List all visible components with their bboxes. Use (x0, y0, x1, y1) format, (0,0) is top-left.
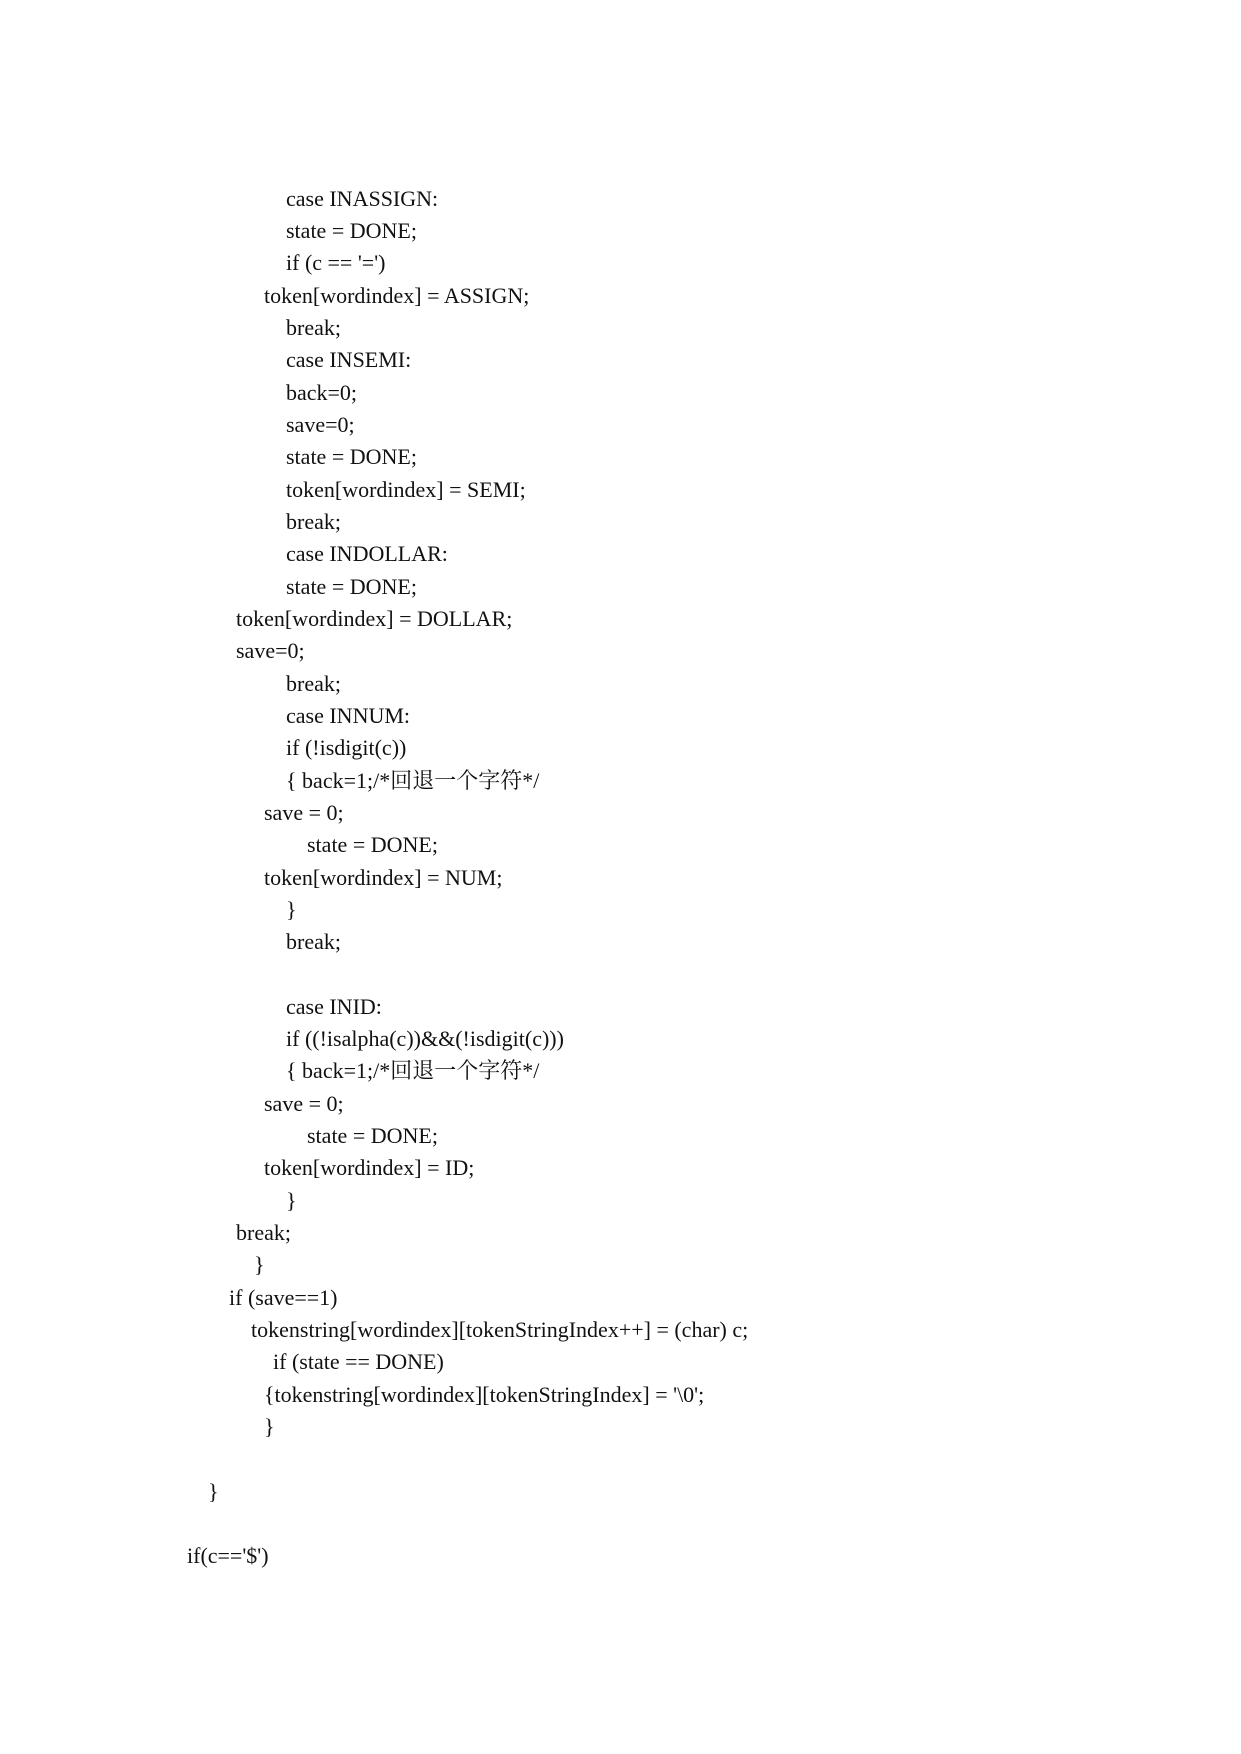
code-line: token[wordindex] = NUM; (264, 865, 503, 890)
code-line: break; (286, 509, 341, 534)
code-line: if (c == '=') (286, 250, 386, 275)
code-line: save=0; (236, 638, 305, 663)
code-line: state = DONE; (307, 1123, 438, 1148)
code-line: token[wordindex] = DOLLAR; (236, 606, 513, 631)
code-line: state = DONE; (286, 218, 417, 243)
code-line: if (state == DONE) (273, 1349, 444, 1374)
code-line: { back=1;/*回退一个字符*/ (286, 768, 540, 793)
code-line: case INASSIGN: (286, 186, 439, 211)
code-line: back=0; (286, 380, 358, 405)
code-line: tokenstring[wordindex][tokenStringIndex++] = (char) c; (251, 1317, 749, 1342)
code-line: break; (286, 671, 341, 696)
code-line: if(c=='$') (187, 1543, 269, 1568)
code-line: if (save==1) (229, 1285, 338, 1310)
code-line: state = DONE; (307, 832, 438, 857)
code-line: break; (236, 1220, 291, 1245)
code-line: case INNUM: (286, 703, 411, 728)
code-line: } (264, 1414, 275, 1439)
code-line: break; (286, 315, 341, 340)
code-line: state = DONE; (286, 574, 417, 599)
code-line: if ((!isalpha(c))&&(!isdigit(c))) (286, 1026, 564, 1051)
code-line: case INDOLLAR: (286, 541, 448, 566)
code-line: save=0; (286, 412, 355, 437)
code-line: } (208, 1479, 219, 1504)
code-line: save = 0; (264, 800, 344, 825)
code-line: case INID: (286, 994, 382, 1019)
code-line: if (!isdigit(c)) (286, 735, 407, 760)
code-line: } (286, 897, 297, 922)
code-line: save = 0; (264, 1091, 344, 1116)
code-line: {tokenstring[wordindex][tokenStringIndex] = '\0'; (264, 1382, 705, 1407)
code-line: { back=1;/*回退一个字符*/ (286, 1058, 540, 1083)
code-line: token[wordindex] = ID; (264, 1155, 475, 1180)
code-line: } (254, 1252, 265, 1277)
code-line: token[wordindex] = SEMI; (286, 477, 526, 502)
code-line: } (286, 1188, 297, 1213)
code-line: token[wordindex] = ASSIGN; (264, 283, 530, 308)
code-line: state = DONE; (286, 444, 417, 469)
code-line: case INSEMI: (286, 347, 412, 372)
code-line: break; (286, 929, 341, 954)
